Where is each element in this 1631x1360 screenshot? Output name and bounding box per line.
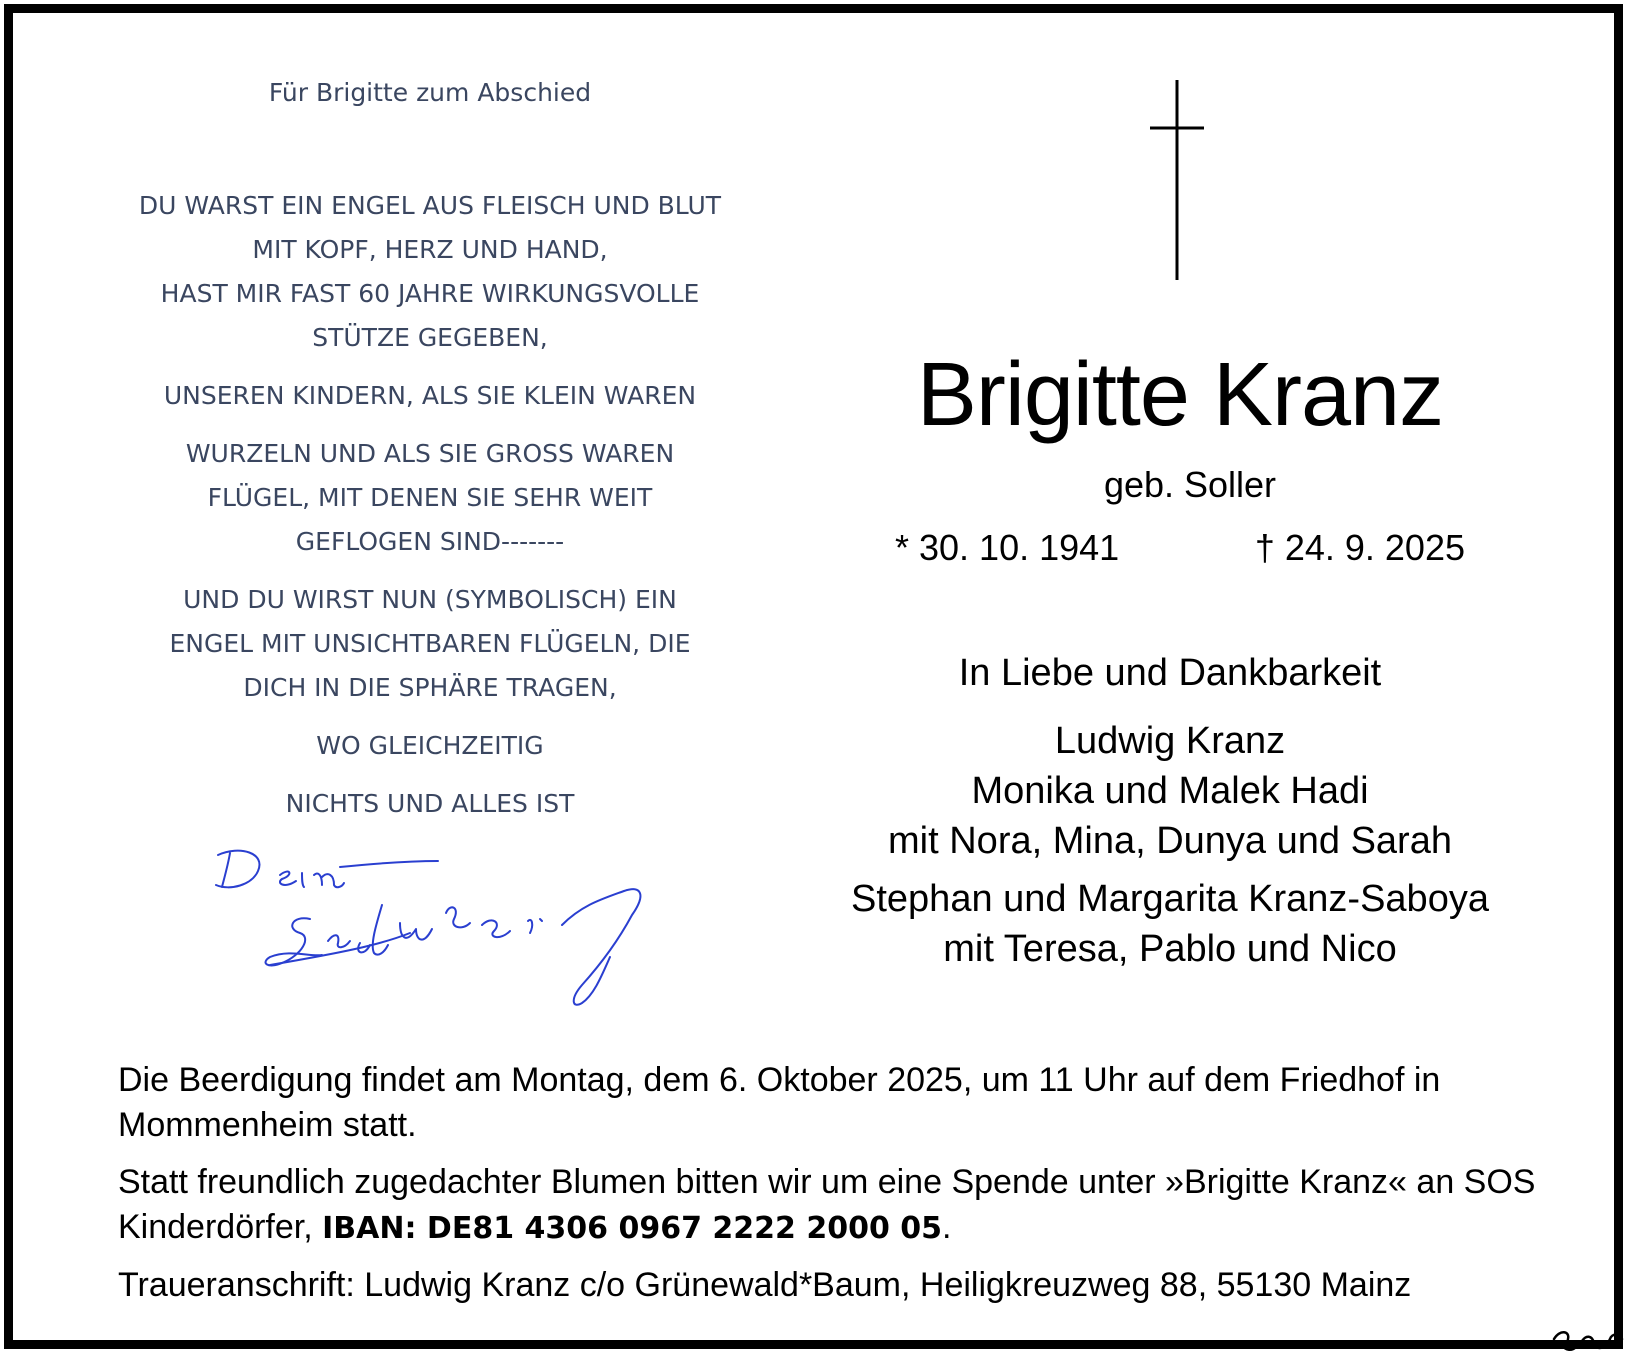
mourner-line: Stephan und Margarita Kranz-Saboya	[851, 878, 1489, 920]
farewell-title: Für Brigitte zum Abschied	[268, 78, 592, 107]
deceased-name: Brigitte Kranz	[916, 345, 1444, 445]
poem-line: HAST MIR FAST 60 JAHRE WIRKUNGSVOLLE	[160, 279, 700, 308]
poem-line: DICH IN DIE SPHÄRE TRAGEN,	[243, 673, 617, 702]
funeral-notice: Die Beerdigung findet am Montag, dem 6. Oktober 2025, um 11 Uhr auf dem Friedhof in Mommenheim statt.	[118, 1061, 1441, 1144]
poem-line: UNSEREN KINDERN, ALS SIE KLEIN WAREN	[163, 381, 697, 410]
iban: IBAN: DE81 4306 0967 2222 2000 05	[322, 1211, 943, 1246]
donation-notice	[118, 1160, 1548, 1251]
funeral-notices	[118, 1058, 1548, 1320]
farewell-poem	[110, 78, 750, 826]
death-date: † 24. 9. 2025	[1254, 527, 1465, 568]
donation-text: Statt freundlich zugedachter Blumen bitten wir um eine Spende unter »Brigitte Kranz« an SOS Kinderdörfer,	[118, 1163, 1536, 1246]
poem-line: FLÜGEL, MIT DENEN SIE SEHR WEIT	[207, 483, 653, 512]
ornament-icon	[1550, 1325, 1625, 1355]
maiden-name: geb. Soller	[1103, 464, 1277, 505]
mourner-line: Ludwig Kranz	[1054, 720, 1286, 762]
poem-line: GEFLOGEN SIND-------	[295, 527, 565, 556]
mourners-list	[790, 648, 1550, 974]
poem-line: ENGEL MIT UNSICHTBAREN FLÜGELN, DIE	[169, 629, 691, 658]
mourning-address: Traueranschrift: Ludwig Kranz c/o Grünewald*Baum, Heiligkreuzweg 88, 55130 Mainz	[118, 1266, 1412, 1304]
poem-line: WURZELN UND ALS SIE GROSS WAREN	[185, 439, 675, 468]
handwritten-signature	[210, 845, 680, 1025]
mourners-intro: In Liebe und Dankbarkeit	[958, 652, 1382, 694]
cross-icon	[1148, 80, 1208, 290]
mourner-line: Monika und Malek Hadi	[971, 770, 1369, 812]
donation-end: .	[942, 1208, 952, 1246]
mourner-line: mit Teresa, Pablo und Nico	[943, 928, 1397, 970]
birth-date: * 30. 10. 1941	[895, 527, 1120, 568]
poem-line: UND DU WIRST NUN (SYMBOLISCH) EIN	[183, 585, 677, 614]
poem-line: DU WARST EIN ENGEL AUS FLEISCH UND BLUT	[138, 191, 722, 220]
poem-line: WO GLEICHZEITIG	[316, 731, 544, 760]
poem-line: NICHTS UND ALLES IST	[285, 789, 575, 818]
mourner-line: mit Nora, Mina, Dunya und Sarah	[888, 820, 1452, 862]
poem-line: MIT KOPF, HERZ UND HAND,	[252, 235, 608, 264]
poem-line: STÜTZE GEGEBEN,	[312, 323, 548, 352]
